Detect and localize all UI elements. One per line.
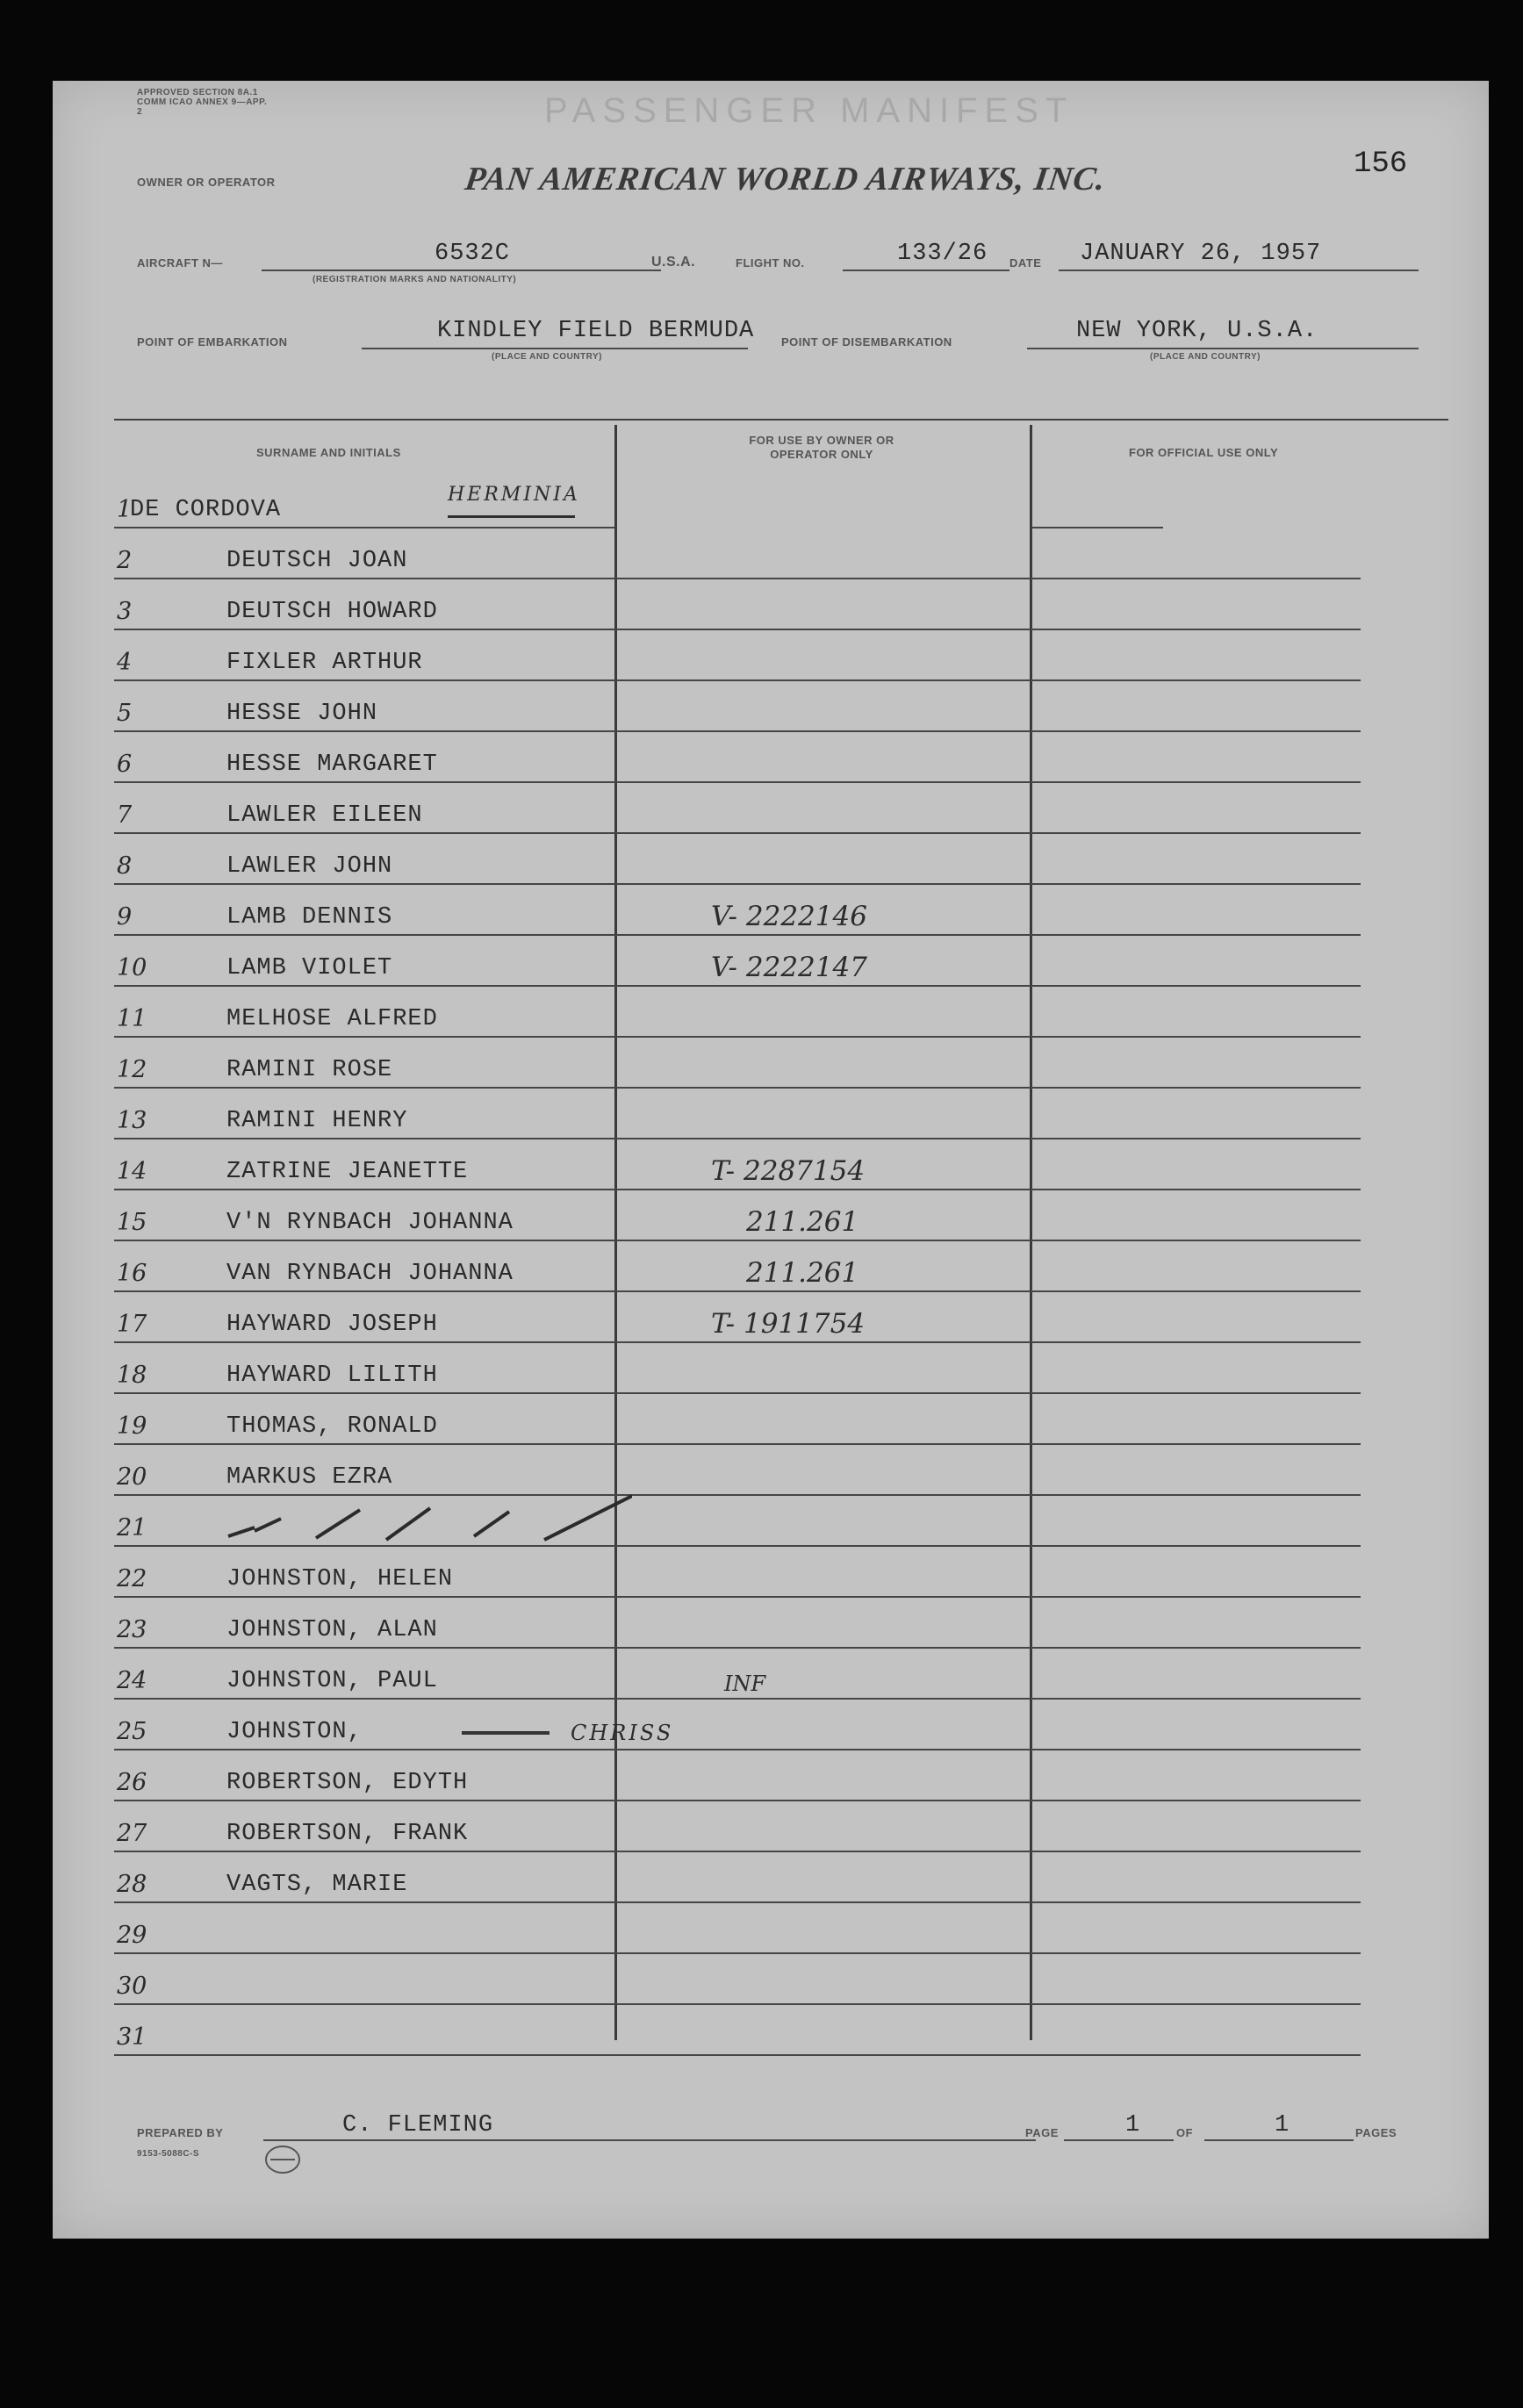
table-row — [114, 834, 1361, 885]
total-pages-line — [1204, 2139, 1354, 2141]
row-number: 10 — [117, 954, 147, 981]
flight-label: FLIGHT NO. — [736, 256, 805, 270]
owner-name: PAN AMERICAN WORLD AIRWAYS, INC. — [463, 161, 1109, 198]
row-number: 9 — [117, 903, 133, 931]
row-number: 25 — [117, 1718, 147, 1745]
owner-use-entry: 211.261 — [746, 1206, 859, 1238]
row-number: 27 — [117, 1820, 147, 1847]
row-number: 18 — [117, 1362, 147, 1389]
passenger-name: HESSE JOHN — [226, 701, 378, 727]
passenger-name: ZATRINE JEANETTE — [226, 1159, 469, 1185]
owner-use-entry: 211.261 — [746, 1257, 859, 1289]
table-row — [114, 1038, 1361, 1089]
column-header-owner-use: FOR USE BY OWNER OR OPERATOR ONLY — [749, 434, 894, 461]
passenger-name: VAGTS, MARIE — [226, 1872, 408, 1898]
row-number: 23 — [117, 1616, 147, 1643]
page-line — [1064, 2139, 1174, 2141]
union-label-stamp-icon — [263, 2144, 302, 2175]
manifest-sheet — [53, 81, 1489, 2239]
table-row — [114, 630, 1361, 681]
disembarkation-label: POINT OF DISEMBARKATION — [781, 335, 952, 349]
table-row — [114, 885, 1361, 936]
owner-use-entry: V- 2222146 — [711, 901, 867, 932]
passenger-name: LAWLER JOHN — [226, 853, 393, 880]
table-row — [114, 1241, 1361, 1292]
embarkation-line — [362, 348, 748, 349]
form-number: 9153-5088C-S — [137, 2149, 200, 2159]
owner-use-entry: V- 2222147 — [711, 952, 867, 983]
row-number: 15 — [117, 1209, 147, 1236]
row-number: 19 — [117, 1412, 147, 1440]
row-number: 12 — [117, 1056, 147, 1083]
passenger-name: FIXLER ARTHUR — [226, 650, 423, 676]
nationality: U.S.A. — [651, 255, 696, 270]
passenger-name: JOHNSTON, — [226, 1719, 363, 1745]
table-row — [114, 1903, 1361, 1954]
row-number: 17 — [117, 1311, 147, 1338]
row-number: 21 — [117, 1514, 147, 1542]
table-row — [114, 478, 1361, 528]
aircraft-label: AIRCRAFT N— — [137, 256, 223, 270]
page-number: 1 — [1125, 2112, 1141, 2138]
table-row — [114, 1954, 1361, 2005]
row-number: 7 — [117, 801, 133, 829]
handwritten-annotation: HERMINIA — [448, 484, 580, 506]
registration-caption: (REGISTRATION MARKS AND NATIONALITY) — [313, 275, 517, 284]
embarkation-label: POINT OF EMBARKATION — [137, 335, 288, 349]
row-number: 22 — [117, 1565, 147, 1592]
date-label: DATE — [1009, 256, 1042, 270]
pages-label: PAGES — [1355, 2126, 1397, 2139]
column-header-official-use: FOR OFFICIAL USE ONLY — [1129, 446, 1279, 459]
passenger-name: RAMINI HENRY — [226, 1108, 408, 1134]
prepared-by-label: PREPARED BY — [137, 2126, 224, 2139]
table-row — [114, 1852, 1361, 1903]
row-number: 31 — [117, 2023, 147, 2051]
row-number: 11 — [117, 1005, 147, 1032]
table-row — [114, 783, 1361, 834]
table-top-rule — [114, 419, 1448, 421]
table-row — [114, 1089, 1361, 1139]
strikethrough-mark — [448, 515, 575, 518]
row-number: 14 — [117, 1158, 147, 1185]
prepared-by-line — [263, 2139, 1036, 2141]
table-row — [114, 1292, 1361, 1343]
passenger-name: HAYWARD LILITH — [226, 1362, 438, 1389]
date-line — [1059, 270, 1419, 271]
passenger-name: DE CORDOVA — [130, 497, 282, 523]
owner-use-entry: T- 1911754 — [711, 1308, 866, 1340]
handwritten-annotation: CHRISS — [571, 1721, 674, 1745]
passenger-name: MELHOSE ALFRED — [226, 1006, 438, 1032]
page-label: PAGE — [1025, 2126, 1059, 2139]
row-number: 28 — [117, 1871, 147, 1898]
disembarkation-caption: (PLACE AND COUNTRY) — [1150, 352, 1261, 362]
flight-number: 133/26 — [897, 241, 988, 267]
row-number: 3 — [117, 598, 133, 625]
row-number: 2 — [117, 547, 133, 574]
flight-date: JANUARY 26, 1957 — [1080, 241, 1322, 267]
disembarkation-line — [1027, 348, 1419, 349]
row-number: 30 — [117, 1973, 147, 2000]
table-row — [114, 1700, 1361, 1750]
column-header-surname: SURNAME AND INITIALS — [256, 446, 401, 459]
passenger-name: LAMB VIOLET — [226, 955, 393, 981]
passenger-name: ROBERTSON, FRANK — [226, 1821, 469, 1847]
flight-line — [843, 270, 1009, 271]
row-number: 4 — [117, 649, 133, 676]
passenger-name: LAWLER EILEEN — [226, 802, 423, 829]
table-row — [114, 579, 1361, 630]
table-row — [114, 2005, 1361, 2056]
passenger-name: JOHNSTON, HELEN — [226, 1566, 454, 1592]
passenger-name: ROBERTSON, EDYTH — [226, 1770, 469, 1796]
table-row — [114, 1394, 1361, 1445]
table-row — [114, 1801, 1361, 1852]
table-row — [114, 1649, 1361, 1700]
total-pages: 1 — [1275, 2112, 1290, 2138]
embarkation-place: KINDLEY FIELD BERMUDA — [437, 318, 755, 344]
passenger-name: RAMINI ROSE — [226, 1057, 393, 1083]
table-row — [114, 1547, 1361, 1598]
passenger-name: MARKUS EZRA — [226, 1464, 393, 1491]
passenger-name: DEUTSCH HOWARD — [226, 599, 438, 625]
table-row — [114, 732, 1361, 783]
disembarkation-place: NEW YORK, U.S.A. — [1076, 318, 1318, 344]
row-number: 29 — [117, 1922, 147, 1949]
passenger-name: VAN RYNBACH JOHANNA — [226, 1261, 514, 1287]
table-row — [114, 1598, 1361, 1649]
of-label: OF — [1176, 2126, 1194, 2139]
owner-use-entry: T- 2287154 — [711, 1155, 866, 1187]
row-number: 24 — [117, 1667, 147, 1694]
embarkation-caption: (PLACE AND COUNTRY) — [492, 352, 602, 362]
passenger-name: THOMAS, RONALD — [226, 1413, 438, 1440]
approval-note: APPROVED SECTION 8A.1 COMM ICAO ANNEX 9—APP. 2 — [137, 88, 268, 117]
table-row — [114, 987, 1361, 1038]
table-row — [114, 1750, 1361, 1801]
aircraft-registration: 6532C — [435, 241, 511, 267]
row-number: 20 — [117, 1463, 147, 1491]
owner-label: OWNER OR OPERATOR — [137, 176, 276, 189]
row-number: 16 — [117, 1260, 147, 1287]
passenger-name: DEUTSCH JOAN — [226, 548, 408, 574]
owner-use-entry: INF — [724, 1671, 766, 1696]
table-row — [114, 1496, 1361, 1547]
aircraft-line — [262, 270, 661, 271]
table-row — [114, 1139, 1361, 1190]
strikethrough-mark — [462, 1731, 550, 1735]
prepared-by-name: C. FLEMING — [342, 2112, 494, 2138]
row-number: 5 — [117, 700, 133, 727]
crossed-out-strokes — [219, 1492, 632, 1545]
form-title: PASSENGER MANIFEST — [544, 91, 1074, 130]
row-number: 26 — [117, 1769, 147, 1796]
table-row — [114, 1190, 1361, 1241]
row-number: 1 — [117, 496, 133, 523]
row-number: 13 — [117, 1107, 147, 1134]
passenger-name: JOHNSTON, PAUL — [226, 1668, 438, 1694]
table-row — [114, 681, 1361, 732]
row-number: 8 — [117, 852, 133, 880]
table-row — [114, 1343, 1361, 1394]
passenger-name: HESSE MARGARET — [226, 751, 438, 778]
page-stamp: 156 — [1354, 147, 1408, 181]
row-number: 6 — [117, 751, 133, 778]
table-row — [114, 936, 1361, 987]
passenger-name: V'N RYNBACH JOHANNA — [226, 1210, 514, 1236]
passenger-name: LAMB DENNIS — [226, 904, 393, 931]
table-row — [114, 1445, 1361, 1496]
passenger-name: JOHNSTON, ALAN — [226, 1617, 438, 1643]
table-row — [114, 528, 1361, 579]
passenger-name: HAYWARD JOSEPH — [226, 1312, 438, 1338]
